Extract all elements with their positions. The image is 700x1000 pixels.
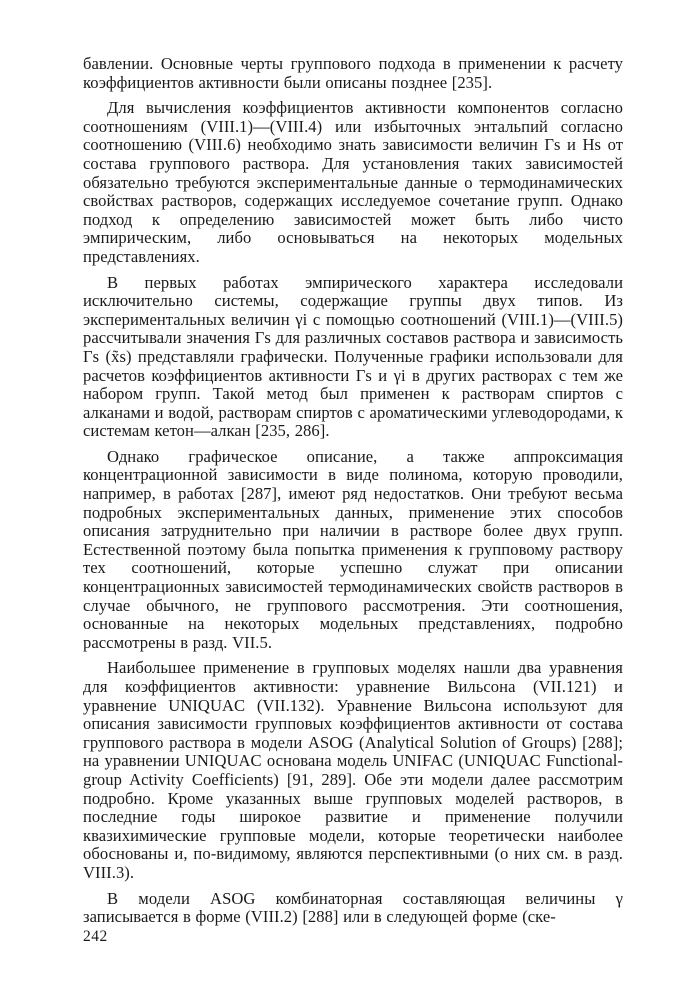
paragraph-2: Для вычисления коэффициентов активности компонентов согласно соотношениям (VIII.1)—(VIII.4) или избыточных энтальпий согласно соотношению (VIII.6) необходимо знать зависимости величин Γs и Hs от состава группового раствора. Для установления таких зависимостей обязательно требуются экспериментальные данные о термодинамических свойствах растворов, содержащих исследуемое сочетание групп. Однако подход к определению зависимостей может быть либо чисто эмпирическим, либо основываться на некоторых модельных представлениях. <box>83 98 623 266</box>
paragraph-6: В модели ASOG комбинаторная составляющая величины γ записывается в форме (VIII.2) [288] или в следующей форме (ске- <box>83 888 623 927</box>
paragraph-1: бавлении. Основные черты группового подхода в применении к расчету коэффициентов активности были описаны позднее [235]. <box>83 54 623 92</box>
page-body <box>83 55 623 934</box>
paragraph-4: Однако графическое описание, а также аппроксимация концентрационной зависимости в виде полинома, которую проводили, например, в работах [287], имеют ряд недостатков. Они требуют весьма подробных экспериментальных данных, применение этих способов описания затруднительно при наличии в растворе более двух групп. Естественной поэтому была попытка применения к групповому раствору тех соотношений, которые успешно служат при описании концентрационных зависимостей термодинамических свойств растворов в случае обычного, не группового рассмотрения. Эти соотношения, основанные на некоторых модельных представлениях, подробно рассмотрены в разд. VII.5. <box>83 446 623 652</box>
page-number: 242 <box>83 928 108 945</box>
paragraph-3: В первых работах эмпирического характера исследовали исключительно системы, содержащие группы двух типов. Из экспериментальных величин γi с помощью соотношений (VIII.1)—(VIII.5) рассчитывали значения Γs для различных составов раствора и зависимость Γs (x̃s) представляли графически. Полученные графики использовали для расчетов коэффициентов активности Γs и γi в других растворах с тем же набором групп. Такой метод был применен к растворам спиртов с алканами и водой, растворам спиртов с ароматическими углеводородами, к системам кетон—алкан [235, 286]. <box>83 272 623 441</box>
paragraph-5: Наибольшее применение в групповых моделях нашли два уравнения для коэффициентов активности: уравнение Вильсона (VII.121) и уравнение UNIQUAC (VII.132). Уравнение Вильсона используют для описания зависимости групповых коэффициентов активности от состава группового раствора в модели ASOG (Analytical Solution of Groups) [288]; на уравнении UNIQUAC основана модель UNIFAC (UNIQUAC Functional-group Activity Coefficients) [91, 289]. Обе эти модели далее рассмотрим подробно. Кроме указанных выше групповых моделей растворов, в последние годы широкое развитие и применение получили квазихимические групповые модели, которые теоретически наиболее обоснованы и, по-видимому, являются перспективными (о них см. в разд. VIII.3). <box>83 658 623 882</box>
